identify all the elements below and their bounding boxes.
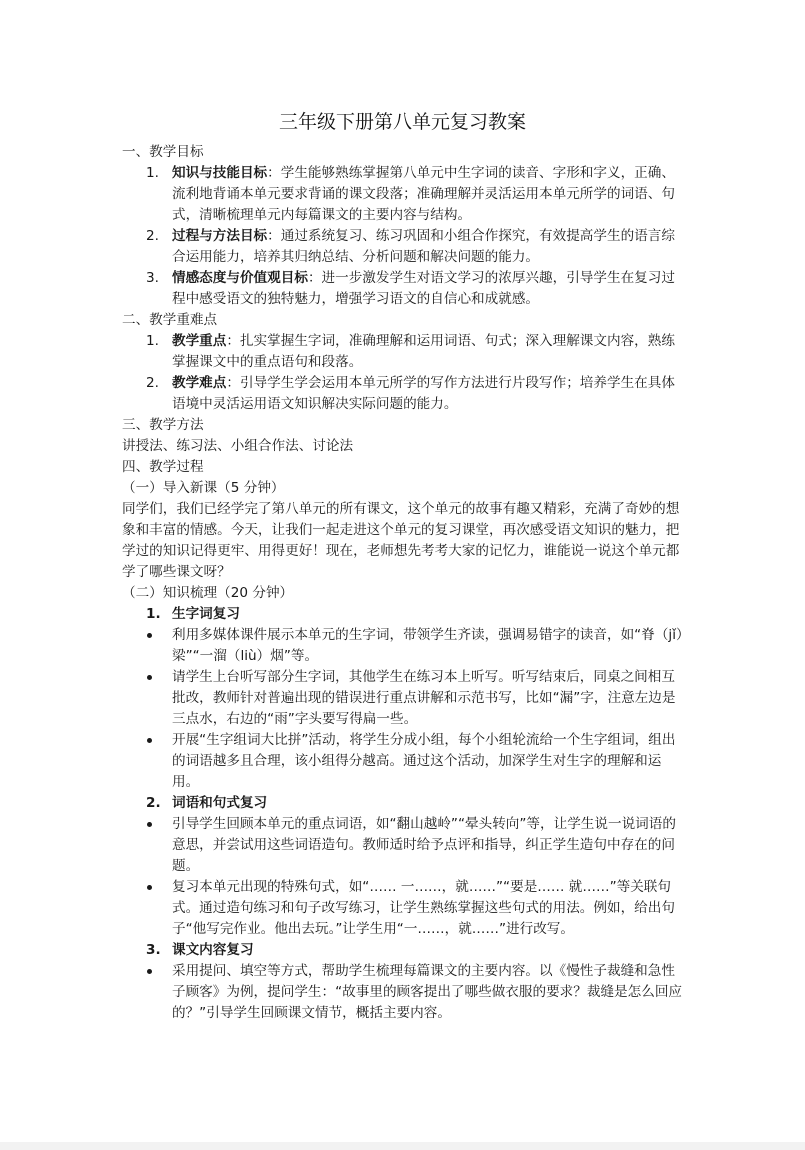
bullet-icon xyxy=(147,885,152,890)
methods-text: 讲授法、练习法、小组合作法、讨论法 xyxy=(122,438,354,454)
list-item xyxy=(122,667,688,730)
item-number: 1. xyxy=(146,165,159,181)
section-heading-key-points: 二、教学重难点 xyxy=(122,312,218,328)
document-title: 三年级下册第八单元复习教案 xyxy=(278,111,526,133)
item-label: 教学难点 xyxy=(172,375,227,391)
item-number: 2. xyxy=(146,228,159,244)
objective-item xyxy=(122,268,688,310)
list-item xyxy=(122,730,688,793)
bullet-text: 利用多媒体课件展示本单元的生字词，带领学生齐读，强调易错字的读音，如“脊（jǐ）梁”“一溜（liù）烟”等。 xyxy=(172,627,683,664)
sub-title: 课文内容复习 xyxy=(172,942,254,958)
section-heading-objectives: 一、教学目标 xyxy=(122,144,204,160)
bullet-text: 开展“生字组词大比拼”活动，将学生分成小组，每个小组轮流给一个生字组词，组出的词语越多且合理，该小组得分越高。通过这个活动，加深学生对生字的理解和运用。 xyxy=(172,732,676,790)
item-text: ：引导学生学会运用本单元所学的写作方法进行片段写作；培养学生在具体语境中灵活运用语文知识解决实际问题的能力。 xyxy=(172,375,675,412)
bullet-icon xyxy=(147,822,152,827)
bullet-text: 采用提问、填空等方式，帮助学生梳理每篇课文的主要内容。以《慢性子裁缝和急性子顾客》为例，提问学生：“故事里的顾客提出了哪些做衣服的要求？裁缝是怎么回应的？”引导学生回顾课文情节，概括主要内容。 xyxy=(172,963,683,1021)
sub-number: 2. xyxy=(146,795,161,811)
bullet-icon xyxy=(147,969,152,974)
bullet-icon xyxy=(147,633,152,638)
item-text: ：学生能够熟练掌握第八单元中生字词的读音、字形和字义，正确、流利地背诵本单元要求背诵的课文段落；准确理解并灵活运用本单元所学的词语、句式，清晰梳理单元内每篇课文的主要内容与结构。 xyxy=(172,165,675,223)
item-label: 知识与技能目标 xyxy=(172,165,268,181)
key-point-item xyxy=(122,373,688,415)
section-heading-methods: 三、教学方法 xyxy=(122,417,204,433)
bullet-text: 请学生上台听写部分生字词，其他学生在练习本上听写。听写结束后，同桌之间相互批改，教师针对普遍出现的错误进行重点讲解和示范书写，比如“漏”字，注意左边是三点水，右边的“雨”字头要写得扁一些。 xyxy=(172,669,676,727)
item-label: 情感态度与价值观目标 xyxy=(172,270,308,286)
sub-heading-texts xyxy=(122,940,688,961)
sub-title: 词语和句式复习 xyxy=(172,795,268,811)
sub-number: 3. xyxy=(146,942,161,958)
document-body xyxy=(122,142,688,1024)
item-number: 2. xyxy=(146,375,159,391)
bullet-icon xyxy=(147,675,152,680)
sub-heading-vocab xyxy=(122,604,688,625)
sub-heading-phrases xyxy=(122,793,688,814)
section-heading-process: 四、教学过程 xyxy=(122,459,204,475)
item-label: 过程与方法目标 xyxy=(172,228,268,244)
list-item xyxy=(122,625,688,667)
bullet-text: 引导学生回顾本单元的重点词语，如“翻山越岭”“晕头转向”等，让学生说一说词语的意思，并尝试用这些词语造句。教师适时给予点评和指导，纠正学生造句中存在的问题。 xyxy=(172,816,676,874)
bullet-icon xyxy=(147,738,152,743)
item-text: ：进一步激发学生对语文学习的浓厚兴趣，引导学生在复习过程中感受语文的独特魅力，增强学习语文的自信心和成就感。 xyxy=(172,270,675,307)
objective-item xyxy=(122,226,688,268)
page-bottom-edge xyxy=(0,1142,805,1150)
item-text: ：扎实掌握生字词，准确理解和运用词语、句式；深入理解课文内容，熟练掌握课文中的重点语句和段落。 xyxy=(172,333,675,370)
sub-title: 生字词复习 xyxy=(172,606,240,622)
list-item xyxy=(122,961,688,1024)
subsection-heading-intro: （一）导入新课（5 分钟） xyxy=(122,480,285,496)
sub-number: 1. xyxy=(146,606,161,622)
item-label: 教学重点 xyxy=(172,333,227,349)
bullet-text: 复习本单元出现的特殊句式，如“…… 一……，就……”“要是…… 就……”等关联句式。通过造句练习和句子改写练习，让学生熟练掌握这些句式的用法。例如，给出句子“他写完作业。他出去玩。”让学生用“一……，就……”进行改写。 xyxy=(172,879,675,937)
list-item xyxy=(122,877,688,940)
subsection-heading-knowledge: （二）知识梳理（20 分钟） xyxy=(122,585,294,601)
item-text: ：通过系统复习、练习巩固和小组合作探究，有效提高学生的语言综合运用能力，培养其归纳总结、分析问题和解决问题的能力。 xyxy=(172,228,675,265)
list-item xyxy=(122,814,688,877)
key-point-item xyxy=(122,331,688,373)
item-number: 1. xyxy=(146,333,159,349)
intro-paragraph: 同学们，我们已经学完了第八单元的所有课文，这个单元的故事有趣又精彩，充满了奇妙的想象和丰富的情感。今天，让我们一起走进这个单元的复习课堂，再次感受语文知识的魅力，把学过的知识记得更牢、用得更好！现在，老师想先考考大家的记忆力，谁能说一说这个单元都学了哪些课文呀？ xyxy=(122,501,680,580)
objective-item xyxy=(122,163,688,226)
item-number: 3. xyxy=(146,270,159,286)
